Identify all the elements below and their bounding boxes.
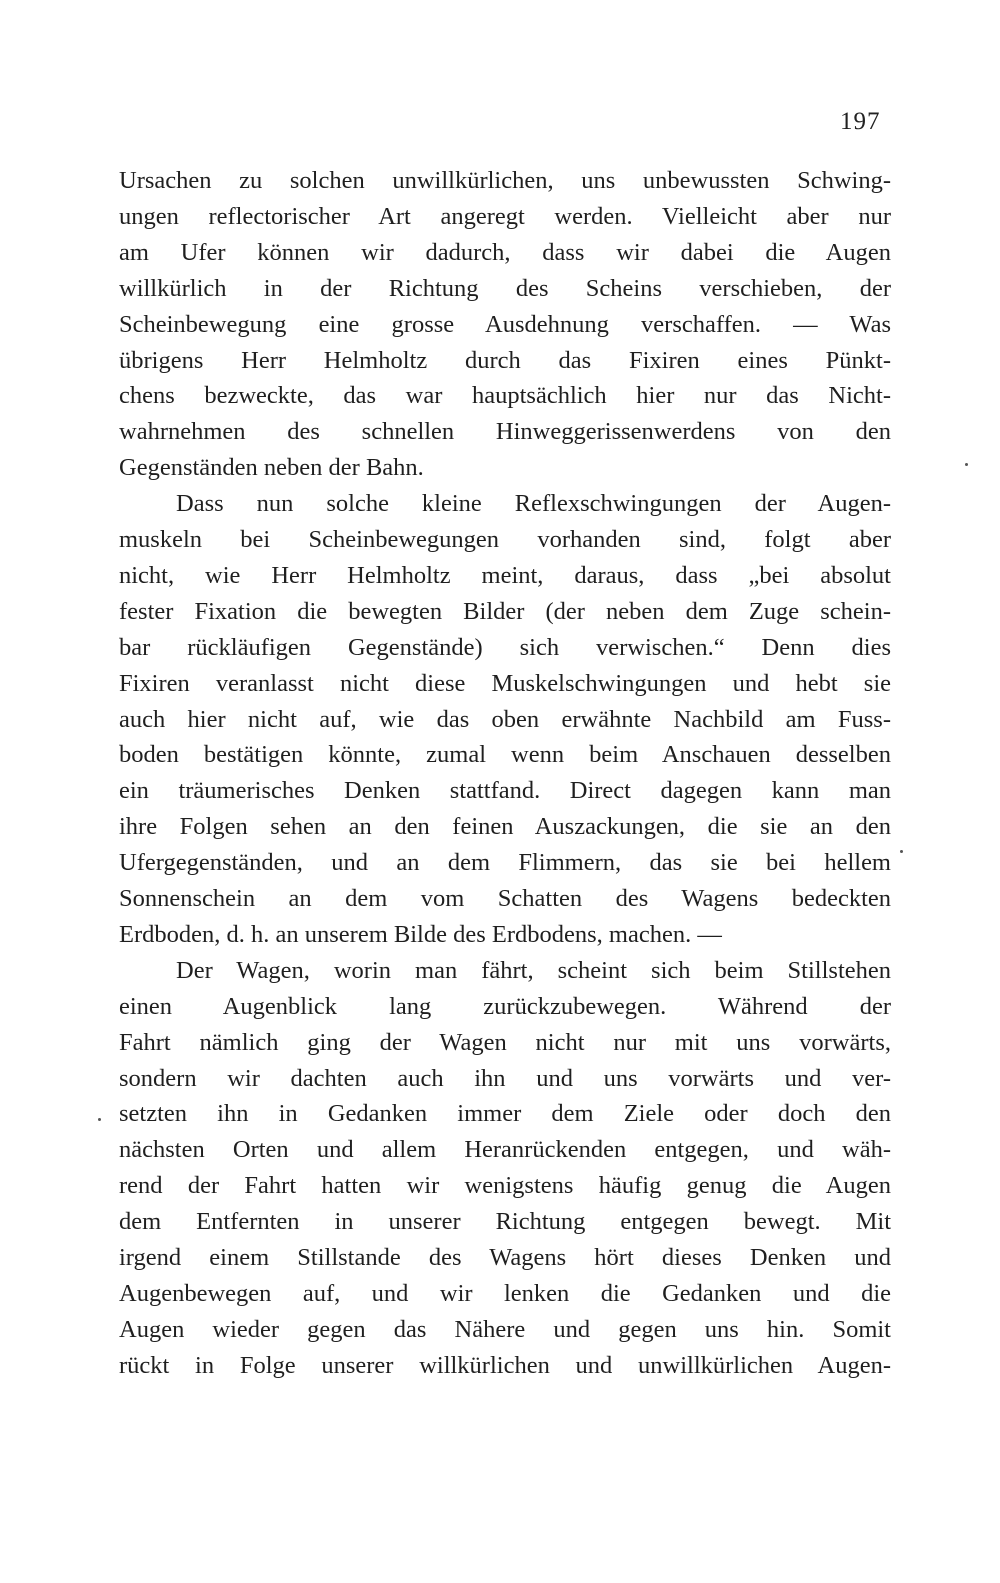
- text-line: bar rückläufigen Gegenstände) sich verwischen.“ Denn dies: [119, 633, 891, 661]
- text-line: am Ufer können wir dadurch, dass wir dabei die Augen: [119, 238, 891, 266]
- text-line: Ufergegenständen, und an dem Flimmern, das sie bei hellem: [119, 849, 891, 877]
- text-line: dem Entfernten in unserer Richtung entgegen bewegt. Mit: [119, 1208, 891, 1236]
- scan-speck: [98, 1118, 101, 1121]
- text-line: rückt in Folge unserer willkürlichen und unwillkürlichen Augen-: [119, 1351, 891, 1379]
- scan-speck: [900, 850, 903, 853]
- text-line: Augenbewegen auf, und wir lenken die Gedanken und die: [119, 1279, 891, 1307]
- text-line: ein träumerisches Denken stattfand. Direct dagegen kann man: [119, 777, 891, 805]
- text-line: wahrnehmen des schnellen Hinweggerissenwerdens von den: [119, 418, 891, 446]
- text-line: setzten ihn in Gedanken immer dem Ziele oder doch den: [119, 1100, 891, 1128]
- text-line: einen Augenblick lang zurückzubewegen. Während der: [119, 992, 891, 1020]
- text-line: Sonnenschein an dem vom Schatten des Wagens bedeckten: [119, 885, 891, 912]
- text-line: chens bezweckte, das war hauptsächlich hier nur das Nicht-: [119, 382, 891, 410]
- text-line: Scheinbewegung eine grosse Ausdehnung verschaffen. — Was: [119, 310, 891, 338]
- text-line: Fixiren veranlasst nicht diese Muskelschwingungen und hebt sie: [119, 669, 891, 697]
- text-line: sondern wir dachten auch ihn und uns vorwärts und ver-: [119, 1064, 891, 1092]
- text-line: rend der Fahrt hatten wir wenigstens häufig genug die Augen: [119, 1172, 891, 1200]
- page-number: 197: [840, 108, 881, 135]
- text-line: Ursachen zu solchen unwillkürlichen, uns unbewussten Schwing-: [119, 167, 891, 194]
- text-line: Der Wagen, worin man fährt, scheint sich beim Stillstehen: [176, 956, 891, 984]
- text-line: auch hier nicht auf, wie das oben erwähnte Nachbild am Fuss-: [119, 705, 891, 733]
- text-line: fester Fixation die bewegten Bilder (der neben dem Zuge schein-: [119, 597, 891, 625]
- text-line: nicht, wie Herr Helmholtz meint, daraus, dass „bei absolut: [119, 561, 891, 589]
- text-line: ungen reflectorischer Art angeregt werden. Vielleicht aber nur: [119, 202, 891, 230]
- text-line: Gegenständen neben der Bahn.: [119, 454, 424, 482]
- text-line: nächsten Orten und allem Heranrückenden entgegen, und wäh-: [119, 1136, 891, 1164]
- text-line: übrigens Herr Helmholtz durch das Fixiren eines Pünkt-: [119, 346, 891, 374]
- text-line: Dass nun solche kleine Reflexschwingungen der Augen-: [176, 490, 891, 518]
- text-line: Erdboden, d. h. an unserem Bilde des Erdbodens, machen. —: [119, 920, 722, 948]
- text-line: willkürlich in der Richtung des Scheins verschieben, der: [119, 274, 891, 302]
- text-line: muskeln bei Scheinbewegungen vorhanden sind, folgt aber: [119, 526, 891, 553]
- text-line: ihre Folgen sehen an den feinen Auszackungen, die sie an den: [119, 813, 891, 841]
- scan-speck: [965, 463, 968, 466]
- text-line: Fahrt nämlich ging der Wagen nicht nur mit uns vorwärts,: [119, 1028, 891, 1056]
- text-line: boden bestätigen könnte, zumal wenn beim Anschauen desselben: [119, 741, 891, 769]
- text-line: irgend einem Stillstande des Wagens hört dieses Denken und: [119, 1244, 891, 1271]
- text-line: Augen wieder gegen das Nähere und gegen uns hin. Somit: [119, 1315, 891, 1343]
